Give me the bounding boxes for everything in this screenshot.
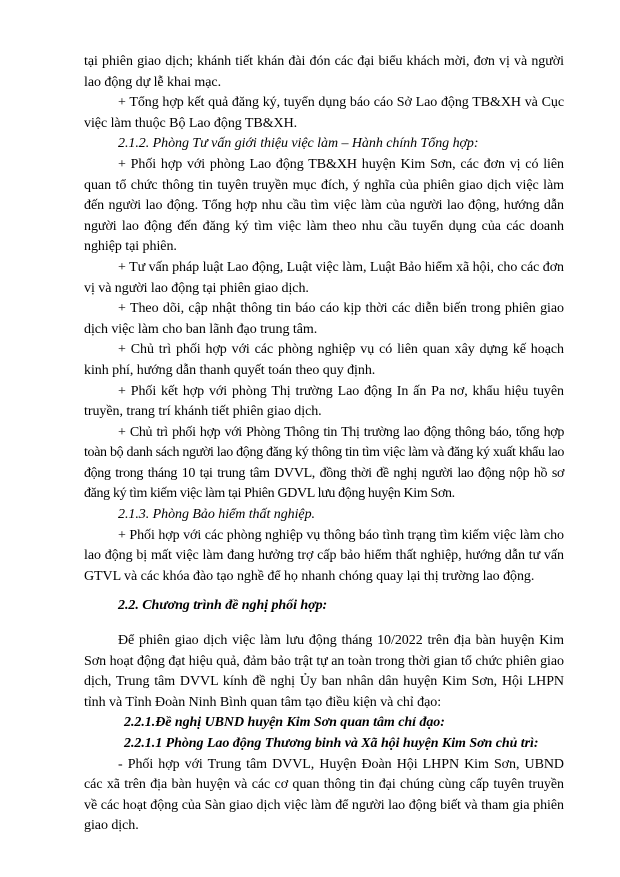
heading-2-2-cooperation-program: 2.2. Chương trình đề nghị phối hợp:: [118, 598, 328, 614]
paragraph-report-results: + Tổng hợp kết quả đăng ký, tuyển dụng báo cáo Sở Lao động TB&XH và Cục việc làm thuộc Bộ Lao động TB&XH.: [84, 95, 564, 131]
paragraph-continuation-opening-ceremony: tại phiên giao dịch; khánh tiết khán đài đón các đại biểu khách mời, đơn vị và người lao động dự lễ khai mạc.: [84, 54, 564, 90]
heading-2-1-3-unemployment-insurance-dept: 2.1.3. Phòng Bảo hiểm thất nghiệp.: [118, 507, 316, 523]
paragraph-printing-decoration: + Phối kết hợp với phòng Thị trường Lao động In ấn Pa nơ, khẩu hiệu tuyên truyền, trang trí khánh tiết phiên giao dịch.: [84, 383, 564, 420]
paragraph-budget-plan: + Chủ trì phối hợp với các phòng nghiệp vụ có liên quan xây dựng kế hoạch kinh phí, hướng dẫn thanh quyết toán theo quy định.: [84, 342, 564, 378]
paragraph-legal-counseling: + Tư vấn pháp luật Lao động, Luật việc làm, Luật Bảo hiểm xã hội, cho các đơn vị và người lao động tại phiên giao dịch.: [84, 259, 564, 296]
paragraph-request-cooperation: Để phiên giao dịch việc làm lưu động tháng 10/2022 trên địa bàn huyện Kim Sơn hoạt động đạt hiệu quả, đảm bảo trật tự an toàn trong thời gian tổ chức phiên giao dịch, Trung tâm DVVL kính đề nghị Ủy ban nhân dân huyện Kim Sơn, Hội LHPN tỉnh và Tỉnh Đoàn Ninh Bình quan tâm tạo điều kiện và chỉ đạo:: [84, 633, 564, 710]
paragraph-coordinate-propaganda: + Phối hợp với phòng Lao động TB&XH huyện Kim Sơn, các đơn vị có liên quan tổ chức thông tin tuyên truyền mục đích, ý nghĩa của phiên giao dịch việc làm đến người lao động. Tổng hợp nhu cầu tìm việc làm của người lao động, hướng dẫn người lao động đến đăng ký tìm việc làm theo nhu cầu tuyển dụng của các doanh nghiệp tại phiên.: [84, 156, 564, 255]
heading-2-1-2-job-counseling-dept: 2.1.2. Phòng Tư vấn giới thiệu việc làm – Hành chính Tổng hợp:: [118, 136, 479, 152]
paragraph-media-propaganda: - Phối hợp với Trung tâm DVVL, Huyện Đoàn Hội LHPN Kim Sơn, UBND các xã trên địa bàn huyện và các cơ quan thông tin đại chúng cùng cấp tuyên truyền về các hoạt động của Sàn giao dịch việc làm để người lao động biết và tham gia phiên giao dịch.: [84, 756, 564, 834]
paragraph-monitor-updates: + Theo dõi, cập nhật thông tin báo cáo kịp thời các diễn biến trong phiên giao dịch việc làm cho ban lãnh đạo trung tâm.: [84, 301, 564, 337]
paragraph-labor-market-info: + Chủ trì phối hợp với Phòng Thông tin Thị trường lao động thông báo, tổng hợp toàn bộ danh sách người lao động đăng ký thông tin tìm việc làm và đăng ký xuất khẩu lao động trong tháng 10 tại trung tâm DVVL, đồng thời đề nghị người lao động nộp hồ sơ đăng ký tìm kiếm việc làm tại Phiên GDVL lưu động huyện Kim Sơn.: [84, 424, 564, 502]
heading-2-2-1-1-labor-dept-kim-son: 2.2.1.1 Phòng Lao động Thương binh và Xã hội huyện Kim Sơn chủ trì:: [124, 736, 539, 751]
paragraph-unemployment-support: + Phối hợp với các phòng nghiệp vụ thông báo tình trạng tìm kiếm việc làm cho lao động bị mất việc làm đang hưởng trợ cấp bảo hiểm thất nghiệp, hướng dẫn tư vấn GTVL và các khóa đào tạo nghề để họ nhanh chóng quay lại thị trường lao động.: [84, 527, 564, 584]
heading-2-2-1-ubnd-kim-son: 2.2.1.Đề nghị UBND huyện Kim Sơn quan tâm chỉ đạo:: [124, 715, 445, 731]
